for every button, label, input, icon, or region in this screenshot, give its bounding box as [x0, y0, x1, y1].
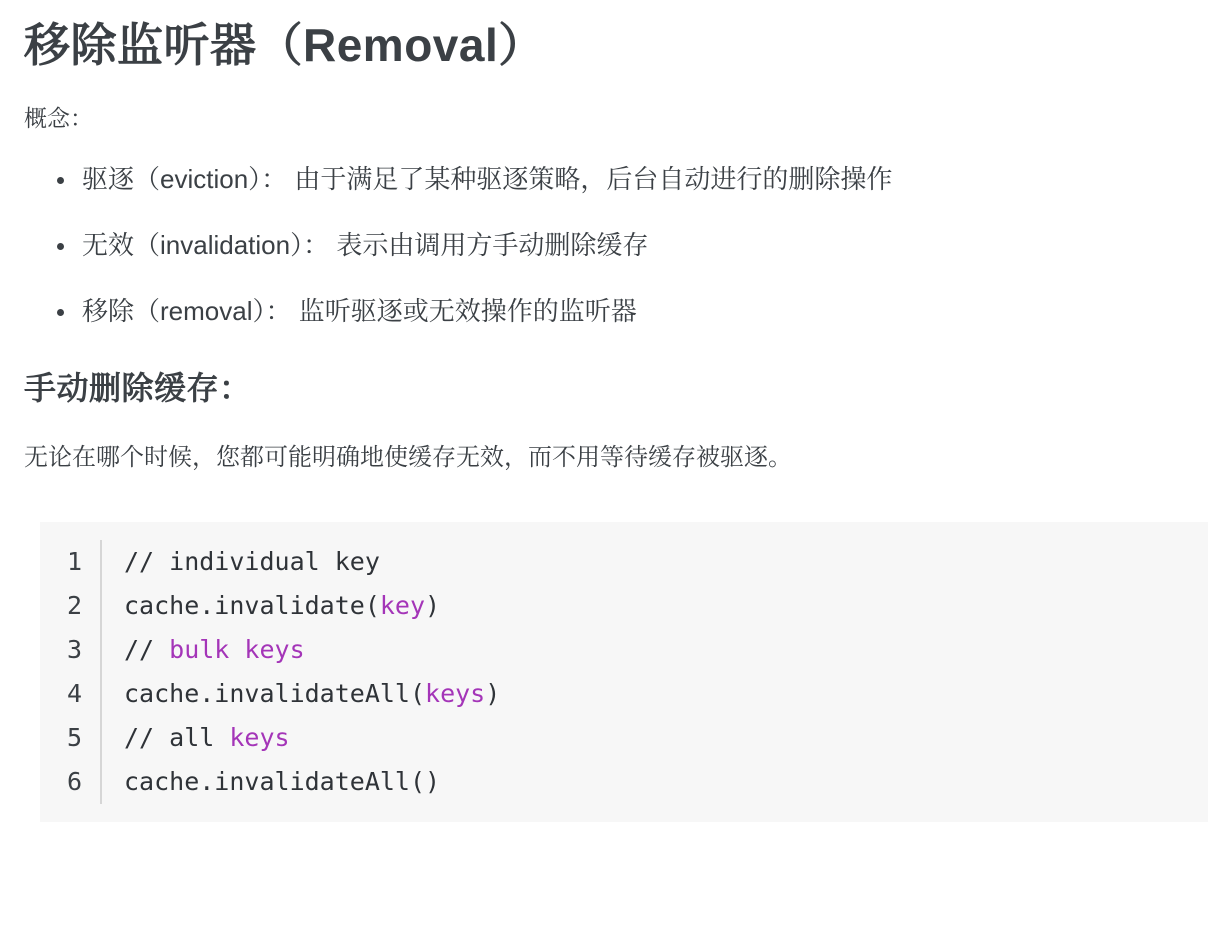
code-line-content[interactable]: [102, 540, 380, 584]
concepts-list: [24, 162, 1184, 329]
code-token: cache.invalidate(: [124, 590, 380, 620]
code-line-number: 6: [40, 760, 102, 804]
code-block: [40, 522, 1208, 822]
code-line-content[interactable]: [102, 584, 440, 628]
code-token: bulk keys: [169, 634, 305, 664]
code-token: ): [425, 590, 441, 620]
code-line: [40, 540, 1208, 584]
code-token: keys: [425, 678, 486, 708]
code-line-content[interactable]: [102, 672, 500, 716]
code-token: cache.invalidateAll(: [124, 678, 426, 708]
code-line-number: 2: [40, 584, 102, 628]
code-line-number: 1: [40, 540, 102, 584]
code-token: ): [485, 678, 501, 708]
code-token: cache.invalidateAll(): [124, 766, 441, 796]
code-token: // individual key: [124, 546, 380, 576]
code-line-number: 5: [40, 716, 102, 760]
code-line-number: 4: [40, 672, 102, 716]
code-line: [40, 672, 1208, 716]
section-heading: 手动删除缓存：: [24, 369, 252, 406]
code-line: [40, 584, 1208, 628]
list-item: 移除（removal）： 监听驱逐或无效操作的监听器: [82, 294, 1184, 329]
concepts-lead-text: 概念：: [24, 105, 93, 132]
code-line: [40, 716, 1208, 760]
code-token: key: [379, 590, 426, 620]
code-line-content[interactable]: [102, 760, 440, 804]
code-token: // all: [124, 722, 230, 752]
list-item: 驱逐（eviction）： 由于满足了某种驱逐策略，后台自动进行的删除操作: [82, 162, 1184, 197]
section-body-text: 无论在哪个时候，您都可能明确地使缓存无效，而不用等待缓存被驱逐。: [24, 443, 792, 471]
code-token: keys: [229, 722, 290, 752]
list-item: 无效（invalidation）： 表示由调用方手动删除缓存: [82, 228, 1184, 263]
code-line-number: 3: [40, 628, 102, 672]
code-line: [40, 760, 1208, 804]
page-title: 移除监听器（Removal）: [24, 19, 545, 71]
code-line-content[interactable]: [102, 716, 290, 760]
code-line-content[interactable]: [102, 628, 305, 672]
code-token: //: [124, 634, 170, 664]
code-line: [40, 628, 1208, 672]
